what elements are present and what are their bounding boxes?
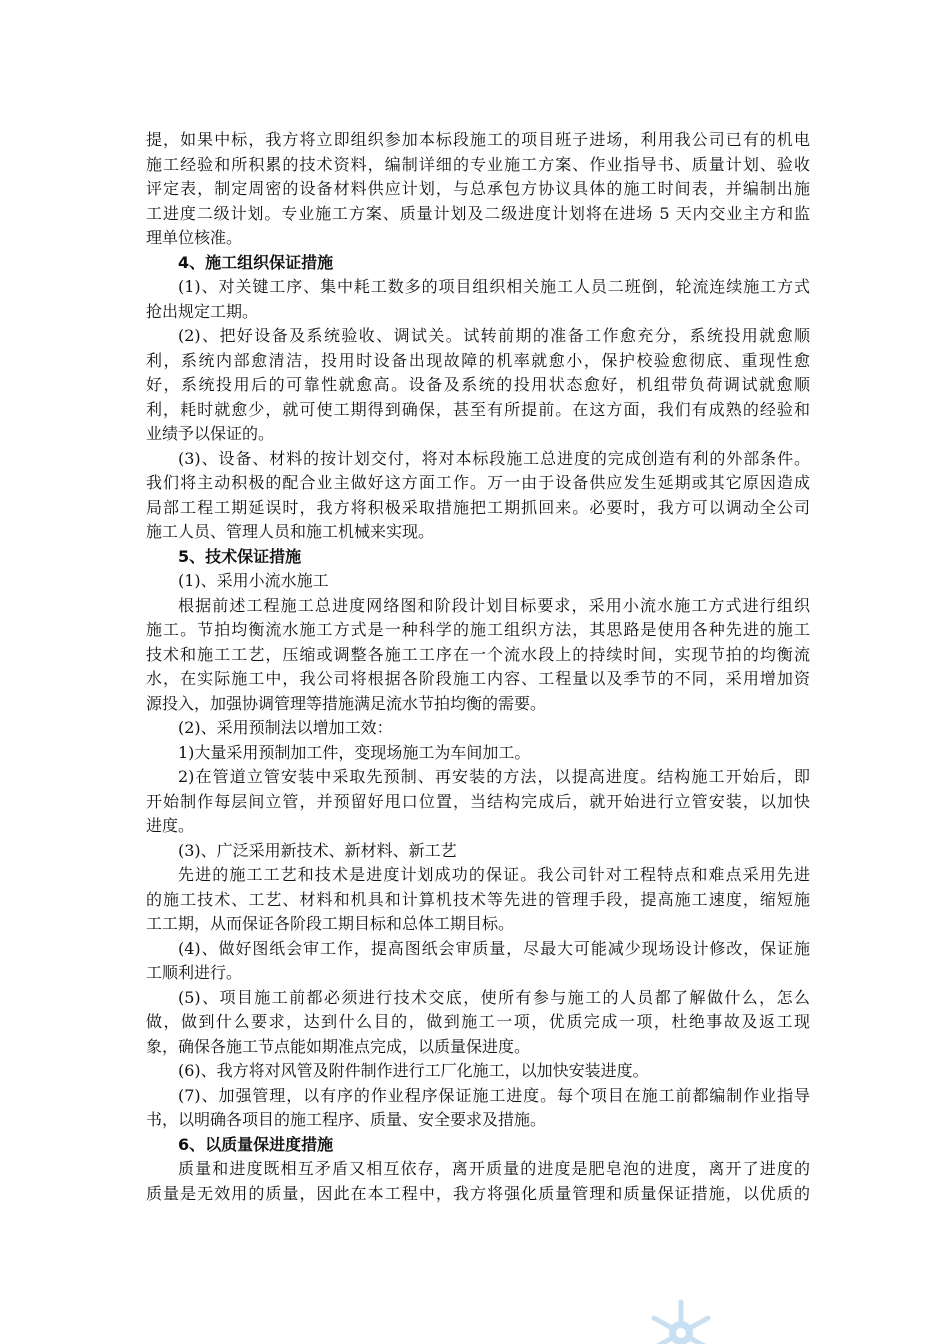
body-text-line: 的施工技术、工艺、材料和机具和计算机技术等先进的管理手段，提高施工速度，缩短施 [146,889,810,909]
body-text-line: 局部工程工期延误时，我方将积极采取措施把工期抓回来。必要时，我方可以调动全公司 [146,497,810,517]
body-text-line: 评定表，制定周密的设备材料供应计划，与总承包方协议具体的施工时间表，并编制出施 [146,179,810,198]
paragraph-last-line: 源投入，加强协调管理等措施满足流水节拍均衡的需要。 [146,693,547,713]
body-text-line: 施工经验和所积累的技术资料，编制详细的专业施工方案、作业指导书、质量计划、验收 [146,154,810,174]
paragraph-first-line: 2)在管道立管安装中采取先预制、再安装的方法，以提高进度。结构施工开始后，即 [178,767,810,786]
paragraph-single-line: (2)、采用预制法以增加工效： [178,718,393,737]
snowflake-watermark-icon [646,1298,716,1344]
body-text-line: 好，系统投用后的可靠性就愈高。设备及系统的投用状态愈好，机组带负荷调试就愈顺 [146,375,810,394]
body-text-line: 我们将主动积极的配合业主做好这方面工作。万一由于设备供应发生延期或其它原因造成 [146,473,810,492]
body-text-line: 技术和施工工艺，压缩或调整各施工工序在一个流水段上的持续时间，实现节拍的均衡流 [146,644,810,664]
body-text-line: 施工。节拍均衡流水施工方式是一种科学的施工组织方法，其思路是使用各种先进的施工 [146,620,810,639]
paragraph-last-line: 抢出规定工期。 [146,301,259,321]
paragraph-first-line: 根据前述工程施工总进度网络图和阶段计划目标要求，采用小流水施工方式进行组织 [178,595,810,615]
paragraph-first-line: (5)、项目施工前都必须进行技术交底，使所有参与施工的人员都了解做什么，怎么 [178,987,810,1007]
paragraph-first-line: (4)、做好图纸会审工作，提高图纸会审质量，尽最大可能减少现场设计修改，保证施 [178,938,810,958]
paragraph-first-line: (1)、对关键工序、集中耗工数多的项目组织相关施工人员二班倒，轮流连续施工方式 [178,277,810,296]
paragraph-last-line: 工顺利进行。 [146,963,243,982]
section-heading: 6、以质量保进度措施 [178,1134,334,1154]
paragraph-single-line: 1)大量采用预制加工件，变现场施工为车间加工。 [178,742,531,762]
paragraph-last-line: 施工人员、管理人员和施工机械来实现。 [146,522,435,541]
paragraph-single-line: (1)、采用小流水施工 [178,571,329,590]
paragraph-first-line: (7)、加强管理，以有序的作业程序保证施工进度。每个项目在施工前都编制作业指导 [178,1085,810,1105]
paragraph-first-line: (2)、把好设备及系统验收、调试关。试转前期的准备工作愈充分，系统投用就愈顺 [178,326,810,345]
paragraph-last-line: 业绩予以保证的。 [146,424,275,443]
body-text-line: 开始制作每层间立管，并预留好甩口位置，当结构完成后，就开始进行立管安装，以加快 [146,791,810,811]
paragraph-first-line: 质量和进度既相互矛盾又相互依存，离开质量的进度是肥皂泡的进度，离开了进度的 [178,1159,810,1178]
body-text-line: 工进度二级计划。专业施工方案、质量计划及二级进度计划将在进场 5 天内交业主方和监 [146,203,810,223]
paragraph-first-line: 先进的施工工艺和技术是进度计划成功的保证。我公司针对工程特点和难点采用先进 [178,865,810,884]
body-text-line: 利，系统内部愈清洁，投用时设备出现故障的机率就愈小，保护校验愈彻底、重现性愈 [146,350,810,370]
section-heading: 5、技术保证措施 [178,546,302,566]
body-text-line: 水，在实际施工中，我公司将根据各阶段施工内容、工程量以及季节的不同，采用增加资 [146,669,810,688]
paragraph-single-line: (3)、广泛采用新技术、新材料、新工艺 [178,840,457,860]
paragraph-first-line: (3)、设备、材料的按计划交付，将对本标段施工总进度的完成创造有利的外部条件。 [178,448,810,468]
body-text-line: 利，耗时就愈少，就可使工期得到确保，甚至有所提前。在这方面，我们有成熟的经验和 [146,399,810,419]
paragraph-last-line: 书，以明确各项目的施工程序、质量、安全要求及措施。 [146,1110,547,1129]
section-heading: 4、施工组织保证措施 [178,252,334,272]
body-text-line: 做，做到什么要求，达到什么目的，做到施工一项，优质完成一项，杜绝事故及返工现 [146,1012,810,1031]
paragraph-last-line: 工工期，从而保证各阶段工期目标和总体工期目标。 [146,914,515,933]
body-text-line: 质量是无效用的质量，因此在本工程中，我方将强化质量管理和质量保证措施，以优质的 [146,1183,810,1203]
body-text-line: 提，如果中标，我方将立即组织参加本标段施工的项目班子进场，利用我公司已有的机电 [146,130,810,149]
paragraph-single-line: (6)、我方将对风管及附件制作进行工厂化施工，以加快安装进度。 [178,1061,649,1080]
paragraph-last-line: 进度。 [146,816,195,835]
paragraph-last-line: 理单位核准。 [146,228,243,247]
paragraph-last-line: 象，确保各施工节点能如期准点完成，以质量保进度。 [146,1036,531,1056]
